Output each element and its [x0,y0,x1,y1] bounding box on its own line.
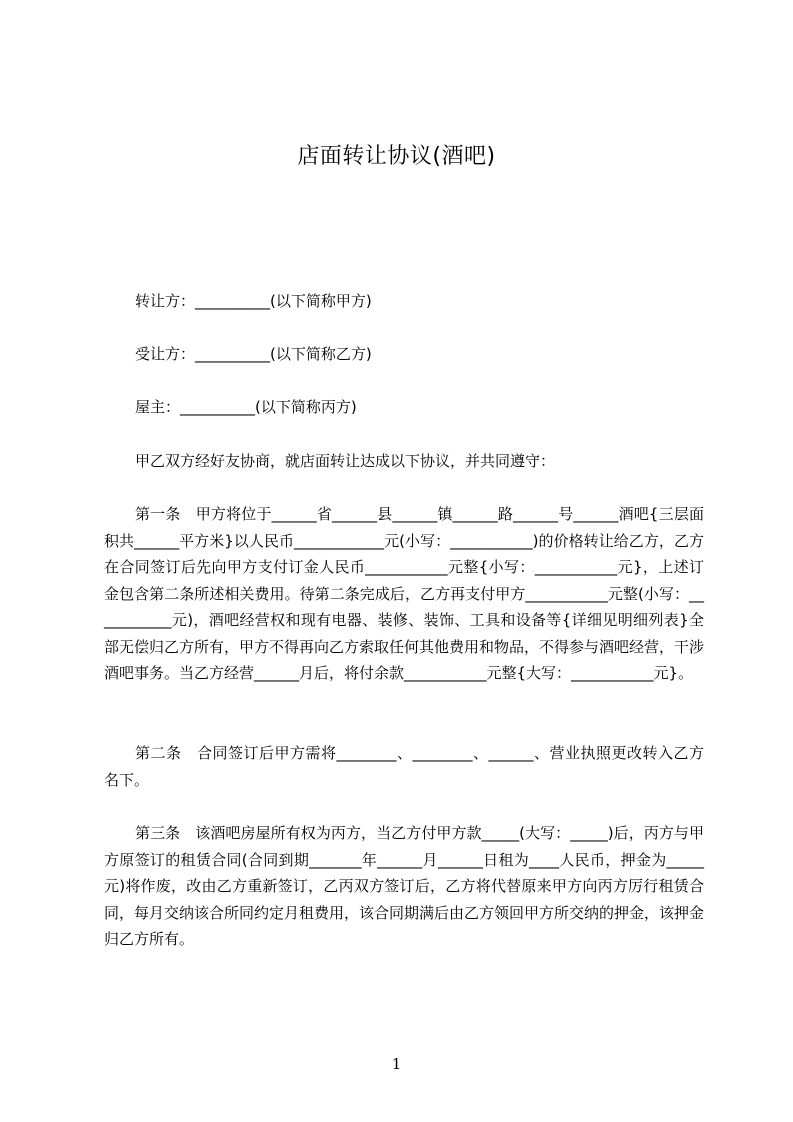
page-number: 1 [391,1055,402,1073]
party-transferor: 转让方：__________(以下简称甲方) [135,292,372,310]
article-1: 第一条 甲方将位于______省______县______镇______路______号______酒吧{三层面积共______平方米}以人民币____________元(小写：___________)的价格转让给乙方，乙方在合同签订后先向甲方支付订金人民币___________元整{小写：___________元}，上述订金包含第二条所述相关费用。待第二条完成后，乙方再支付甲方___________元整(小写：___________元)，酒吧经营权和现有电器、装修、装饰、工具和设备等{详细见明细列表}全部无偿归乙方所有，甲方不得再向乙方索取任何其他费用和物品，不得参与酒吧经营，干涉酒吧事务。当乙方经营______月后，将付余款___________元整{大写：___________元}。 [104,505,705,682]
article-2: 第二条 合同签订后甲方需将________、________、______、营业执照更改转入乙方名下。 [104,744,704,789]
preamble: 甲乙双方经好友协商，就店面转让达成以下协议，并共同遵守： [135,452,556,470]
document-title: 店面转让协议(酒吧) [297,144,496,169]
party-landlord: 屋主：__________(以下简称丙方) [135,398,357,416]
party-transferee: 受让方：__________(以下简称乙方) [135,345,372,363]
article-3: 第三条 该酒吧房屋所有权为丙方，当乙方付甲方款_____(大写：_____)后，丙方与甲方原签订的租赁合同(合同到期_______年______月______日租为____人民币，押金为_____元)将作废，改由乙方重新签订，乙丙双方签订后，乙方将代替原来甲方向丙方厉行租赁合同，每月交纳该合所同约定月租费用，该合同期满后由乙方领回甲方所交纳的押金，该押金归乙方所有。 [104,824,705,948]
